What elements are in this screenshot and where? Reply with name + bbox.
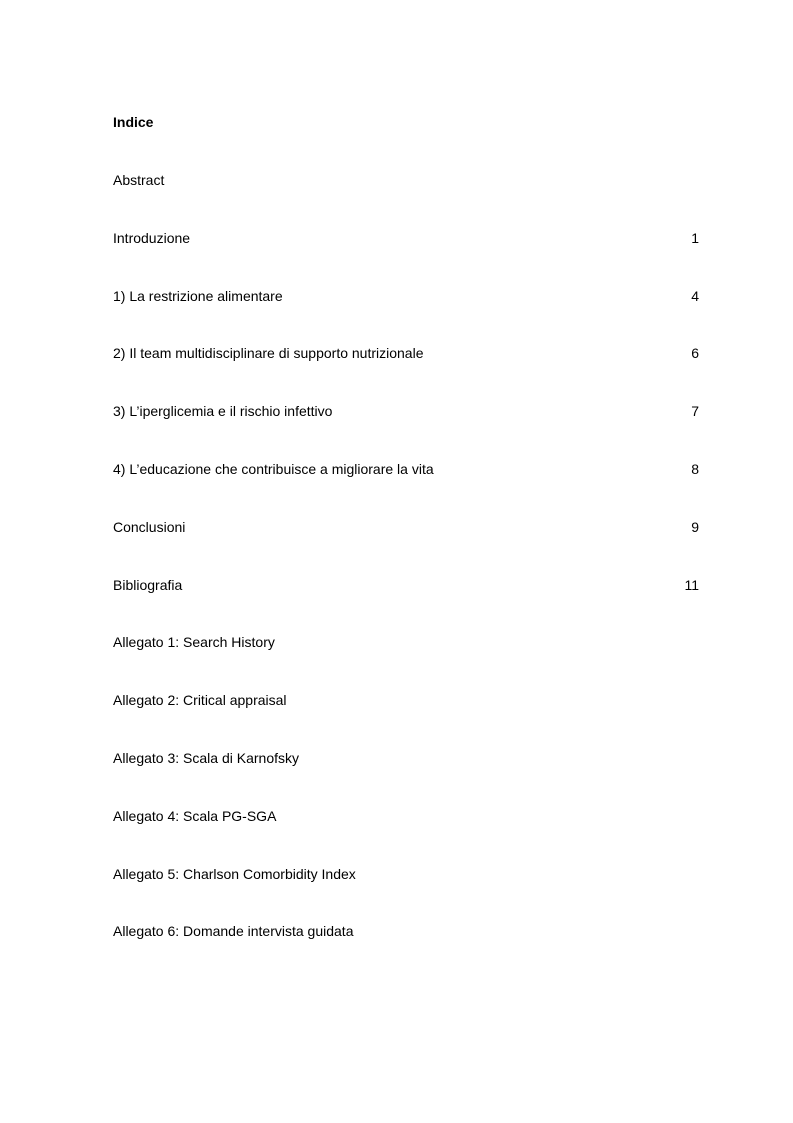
toc-entry-label: Bibliografia bbox=[113, 576, 183, 593]
toc-entry-allegato-4 bbox=[113, 807, 699, 865]
toc-entry-label: Allegato 6: Domande intervista guidata bbox=[113, 923, 354, 940]
toc-entry-label: Introduzione bbox=[113, 229, 191, 246]
toc-entry-introduzione bbox=[113, 229, 699, 287]
toc-entry-page: 4 bbox=[691, 287, 699, 304]
toc-entry-label: Allegato 4: Scala PG-SGA bbox=[113, 807, 277, 824]
toc-entry-label: Allegato 5: Charlson Comorbidity Index bbox=[113, 865, 356, 882]
table-of-contents bbox=[113, 171, 699, 980]
toc-entry-label: 3) L’iperglicemia e il rischio infettivo bbox=[113, 403, 333, 420]
toc-entry-page: 11 bbox=[684, 576, 699, 593]
toc-entry-bibliografia bbox=[113, 576, 699, 634]
toc-entry-label: 2) Il team multidisciplinare di supporto nutrizionale bbox=[113, 345, 424, 362]
toc-entry-allegato-6 bbox=[113, 922, 699, 980]
toc-entry-label: Allegato 1: Search History bbox=[113, 634, 275, 651]
toc-entry-conclusioni bbox=[113, 518, 699, 576]
toc-entry-allegato-3 bbox=[113, 749, 699, 807]
toc-entry-allegato-5 bbox=[113, 865, 699, 923]
toc-entry-label: Abstract bbox=[113, 172, 165, 188]
toc-entry-abstract bbox=[113, 171, 699, 229]
toc-entry-label: 4) L’educazione che contribuisce a migliorare la vita bbox=[113, 460, 434, 477]
toc-entry-page: 1 bbox=[691, 229, 699, 246]
toc-entry-chapter-1 bbox=[113, 287, 699, 345]
toc-entry-page: 7 bbox=[691, 403, 699, 420]
toc-entry-page: 9 bbox=[691, 518, 699, 535]
toc-entry-label: Allegato 2: Critical appraisal bbox=[113, 692, 287, 709]
toc-entry-allegato-2 bbox=[113, 691, 699, 749]
toc-entry-chapter-3 bbox=[113, 402, 699, 460]
toc-title: Indice bbox=[113, 114, 154, 130]
toc-entry-chapter-2 bbox=[113, 344, 699, 402]
toc-entry-allegato-1 bbox=[113, 633, 699, 691]
toc-entry-chapter-4 bbox=[113, 460, 699, 518]
toc-entry-label: Conclusioni bbox=[113, 518, 186, 535]
toc-entry-page: 8 bbox=[691, 460, 699, 477]
toc-entry-page: 6 bbox=[691, 345, 699, 362]
toc-entry-label: Allegato 3: Scala di Karnofsky bbox=[113, 749, 299, 766]
toc-entry-label: 1) La restrizione alimentare bbox=[113, 287, 283, 304]
